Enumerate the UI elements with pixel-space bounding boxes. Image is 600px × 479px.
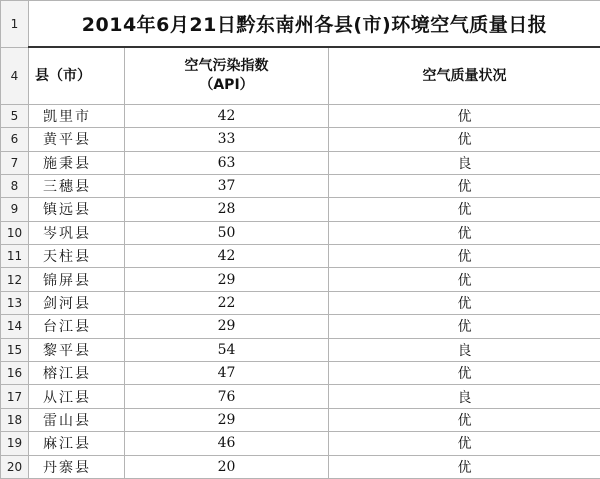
row-number[interactable]: 15 <box>1 338 29 361</box>
air-quality-cell[interactable]: 优 <box>329 198 600 221</box>
row-number[interactable]: 11 <box>1 245 29 268</box>
air-quality-cell[interactable]: 优 <box>329 362 600 385</box>
air-quality-cell[interactable]: 优 <box>329 432 600 455</box>
table-row <box>1 408 600 431</box>
air-quality-cell[interactable]: 优 <box>329 408 600 431</box>
table-row <box>1 268 600 291</box>
header-row <box>1 47 600 104</box>
county-cell[interactable]: 剑河县 <box>29 291 125 314</box>
air-quality-cell[interactable]: 优 <box>329 315 600 338</box>
api-value-cell[interactable]: 46 <box>125 432 329 455</box>
row-number[interactable]: 5 <box>1 104 29 127</box>
county-cell[interactable]: 锦屏县 <box>29 268 125 291</box>
table-row <box>1 151 600 174</box>
row-number[interactable]: 6 <box>1 128 29 151</box>
api-value-cell[interactable]: 22 <box>125 291 329 314</box>
county-cell[interactable]: 三穗县 <box>29 174 125 197</box>
sheet-body <box>1 1 600 479</box>
county-cell[interactable]: 施秉县 <box>29 151 125 174</box>
api-value-cell[interactable]: 63 <box>125 151 329 174</box>
table-row <box>1 128 600 151</box>
row-number[interactable]: 4 <box>1 47 29 104</box>
table-row <box>1 104 600 127</box>
county-cell[interactable]: 凯里市 <box>29 104 125 127</box>
table-row <box>1 315 600 338</box>
row-number[interactable]: 1 <box>1 1 29 48</box>
table-row <box>1 338 600 361</box>
row-number[interactable]: 7 <box>1 151 29 174</box>
api-header-line1: 空气污染指数 <box>184 58 269 74</box>
api-value-cell[interactable]: 29 <box>125 315 329 338</box>
county-cell[interactable]: 榕江县 <box>29 362 125 385</box>
table-row <box>1 291 600 314</box>
api-value-cell[interactable]: 50 <box>125 221 329 244</box>
row-number[interactable]: 19 <box>1 432 29 455</box>
county-cell[interactable]: 麻江县 <box>29 432 125 455</box>
air-quality-cell[interactable]: 良 <box>329 151 600 174</box>
county-cell[interactable]: 丹寨县 <box>29 455 125 478</box>
row-number[interactable]: 16 <box>1 362 29 385</box>
row-number[interactable]: 14 <box>1 315 29 338</box>
row-number[interactable]: 10 <box>1 221 29 244</box>
air-quality-cell[interactable]: 良 <box>329 385 600 408</box>
api-value-cell[interactable]: 33 <box>125 128 329 151</box>
county-cell[interactable]: 雷山县 <box>29 408 125 431</box>
row-number[interactable]: 9 <box>1 198 29 221</box>
county-cell[interactable]: 黄平县 <box>29 128 125 151</box>
county-cell[interactable]: 岑巩县 <box>29 221 125 244</box>
api-value-cell[interactable]: 29 <box>125 268 329 291</box>
county-cell[interactable]: 从江县 <box>29 385 125 408</box>
api-value-cell[interactable]: 37 <box>125 174 329 197</box>
api-value-cell[interactable]: 54 <box>125 338 329 361</box>
api-value-cell[interactable]: 76 <box>125 385 329 408</box>
row-number[interactable]: 20 <box>1 455 29 478</box>
air-quality-cell[interactable]: 优 <box>329 268 600 291</box>
table-row <box>1 362 600 385</box>
api-header-line2: （API） <box>199 77 254 93</box>
row-number[interactable]: 12 <box>1 268 29 291</box>
table-row <box>1 221 600 244</box>
api-value-cell[interactable]: 20 <box>125 455 329 478</box>
api-value-cell[interactable]: 42 <box>125 245 329 268</box>
table-row <box>1 174 600 197</box>
row-number[interactable]: 8 <box>1 174 29 197</box>
table-row <box>1 385 600 408</box>
title-row <box>1 1 600 48</box>
row-number[interactable]: 18 <box>1 408 29 431</box>
air-quality-cell[interactable]: 优 <box>329 245 600 268</box>
table-row <box>1 245 600 268</box>
api-value-cell[interactable]: 42 <box>125 104 329 127</box>
api-value-cell[interactable]: 29 <box>125 408 329 431</box>
table-row <box>1 455 600 478</box>
api-value-cell[interactable]: 28 <box>125 198 329 221</box>
county-cell[interactable]: 台江县 <box>29 315 125 338</box>
api-value-cell[interactable]: 47 <box>125 362 329 385</box>
row-number[interactable]: 13 <box>1 291 29 314</box>
county-header-cell[interactable]: 县（市） <box>29 47 125 104</box>
air-quality-cell[interactable]: 优 <box>329 291 600 314</box>
api-header-cell[interactable] <box>125 47 329 104</box>
air-quality-cell[interactable]: 优 <box>329 221 600 244</box>
table-row <box>1 198 600 221</box>
air-quality-cell[interactable]: 良 <box>329 338 600 361</box>
county-cell[interactable]: 镇远县 <box>29 198 125 221</box>
report-title-cell[interactable]: 2014年6月21日黔东南州各县(市)环境空气质量日报 <box>29 1 600 48</box>
county-cell[interactable]: 黎平县 <box>29 338 125 361</box>
air-quality-cell[interactable]: 优 <box>329 174 600 197</box>
row-number[interactable]: 17 <box>1 385 29 408</box>
table-row <box>1 432 600 455</box>
county-cell[interactable]: 天柱县 <box>29 245 125 268</box>
air-quality-cell[interactable]: 优 <box>329 104 600 127</box>
air-quality-cell[interactable]: 优 <box>329 455 600 478</box>
air-quality-cell[interactable]: 优 <box>329 128 600 151</box>
quality-header-cell[interactable]: 空气质量状况 <box>329 47 600 104</box>
